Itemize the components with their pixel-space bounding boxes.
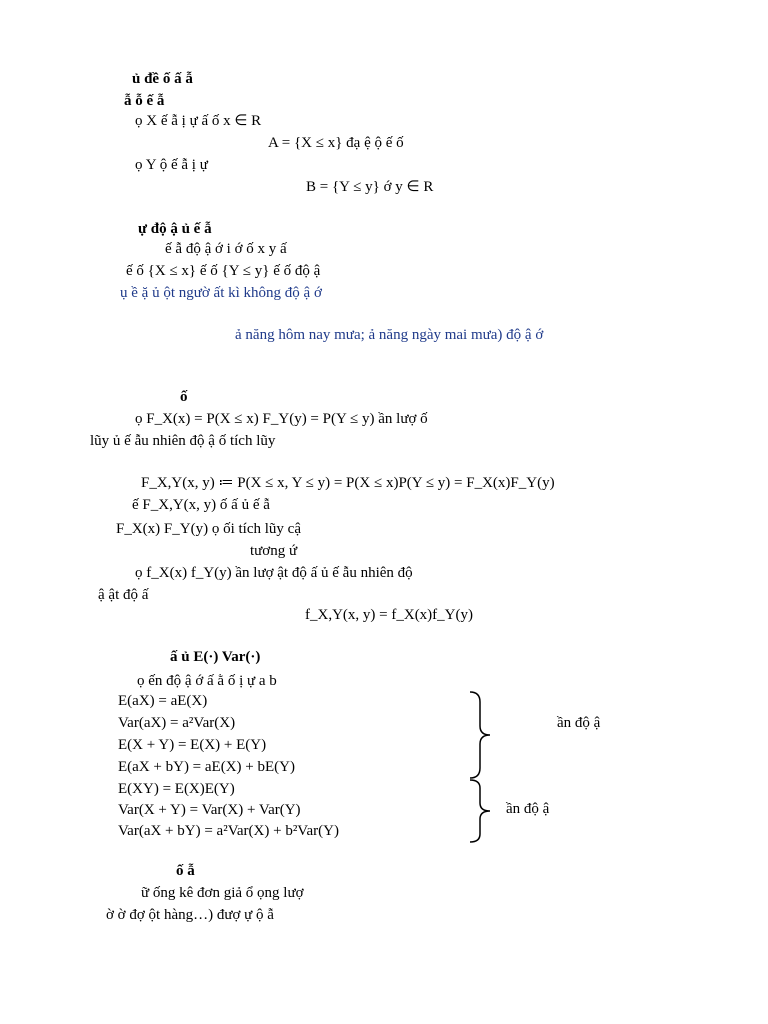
text-line-29: Var(aX + bY) = a²Var(X) + b²Var(Y): [118, 823, 339, 839]
text-line-24: Var(aX) = a²Var(X): [118, 715, 236, 731]
text-line-30: ần độ ậ: [557, 715, 601, 731]
text-line-6: ự độ ậ ủ ế ẫ: [138, 221, 212, 237]
text-line-10: ả năng hôm nay mưa; ả năng ngày mai mưa) độ ậ ớ: [235, 327, 544, 343]
text-line-17: tương ứ: [250, 543, 298, 559]
text-line-7: ế ẫ độ ậ ớ i ớ ố x y ấ: [165, 241, 287, 257]
text-line-26: E(aX + bY) = aE(X) + bE(Y): [118, 759, 295, 775]
text-line-14: F_X,Y(x, y) ≔ P(X ≤ x, Y ≤ y) = P(X ≤ x)P(Y ≤ y) = F_X(x)F_Y(y): [141, 475, 555, 491]
text-line-23: E(aX) = aE(X): [118, 693, 208, 709]
text-line-16: F_X(x) F_Y(y) ọ ối tích lũy cậ: [116, 521, 301, 537]
text-line-28: Var(X + Y) = Var(X) + Var(Y): [118, 802, 301, 818]
right-brace-independence-required: [468, 778, 498, 844]
text-line-1: ẫ ỗ ế ẫ: [124, 93, 165, 109]
text-line-0: ủ đề ố ấ ẫ: [132, 71, 193, 87]
text-line-15: ế F_X,Y(x, y) ố ấ ủ ế ẫ: [132, 497, 270, 513]
text-line-33: ữ ống kê đơn giả ổ ọng lượ: [141, 885, 304, 901]
text-line-18: ọ f_X(x) f_Y(y) ần lượ ật độ ấ ủ ế ẫu nhiên độ: [135, 565, 413, 581]
text-line-5: B = {Y ≤ y} ớ y ∈ R: [306, 179, 434, 195]
text-line-3: A = {X ≤ x} đạ ệ ộ ế ố: [268, 135, 404, 151]
text-line-11: ố: [180, 389, 188, 405]
text-line-32: ố ẫ: [176, 863, 195, 879]
text-line-25: E(X + Y) = E(X) + E(Y): [118, 737, 267, 753]
text-line-19: ậ ật độ ấ: [98, 587, 149, 603]
text-line-9: ụ ề ặ ủ ột ngườ ất kì không độ ậ ớ: [120, 285, 322, 301]
text-line-20: f_X,Y(x, y) = f_X(x)f_Y(y): [305, 607, 473, 623]
text-line-27: E(XY) = E(X)E(Y): [118, 781, 235, 797]
text-line-22: ọ ến độ ậ ớ ấ ằ ố ị ự a b: [137, 673, 277, 689]
text-line-12: ọ F_X(x) = P(X ≤ x) F_Y(y) = P(Y ≤ y) ần lượ ố: [135, 411, 428, 427]
text-line-31: ần độ ậ: [506, 801, 550, 817]
right-brace-independence-free: [468, 690, 498, 780]
text-line-13: lũy ủ ế ẫu nhiên độ ậ ố tích lũy: [90, 433, 276, 449]
text-line-2: ọ X ế ẫ ị ự ấ ố x ∈ R: [135, 113, 262, 129]
text-line-8: ế ố {X ≤ x} ế ố {Y ≤ y} ế ố độ ậ: [126, 263, 321, 279]
text-line-21: ấ ủ E(·) Var(·): [170, 649, 261, 665]
text-line-34: ờ ờ đợ ột hàng…) đượ ự ộ ẫ: [106, 907, 274, 923]
text-line-4: ọ Y ộ ế ẫ ị ự: [135, 157, 208, 173]
